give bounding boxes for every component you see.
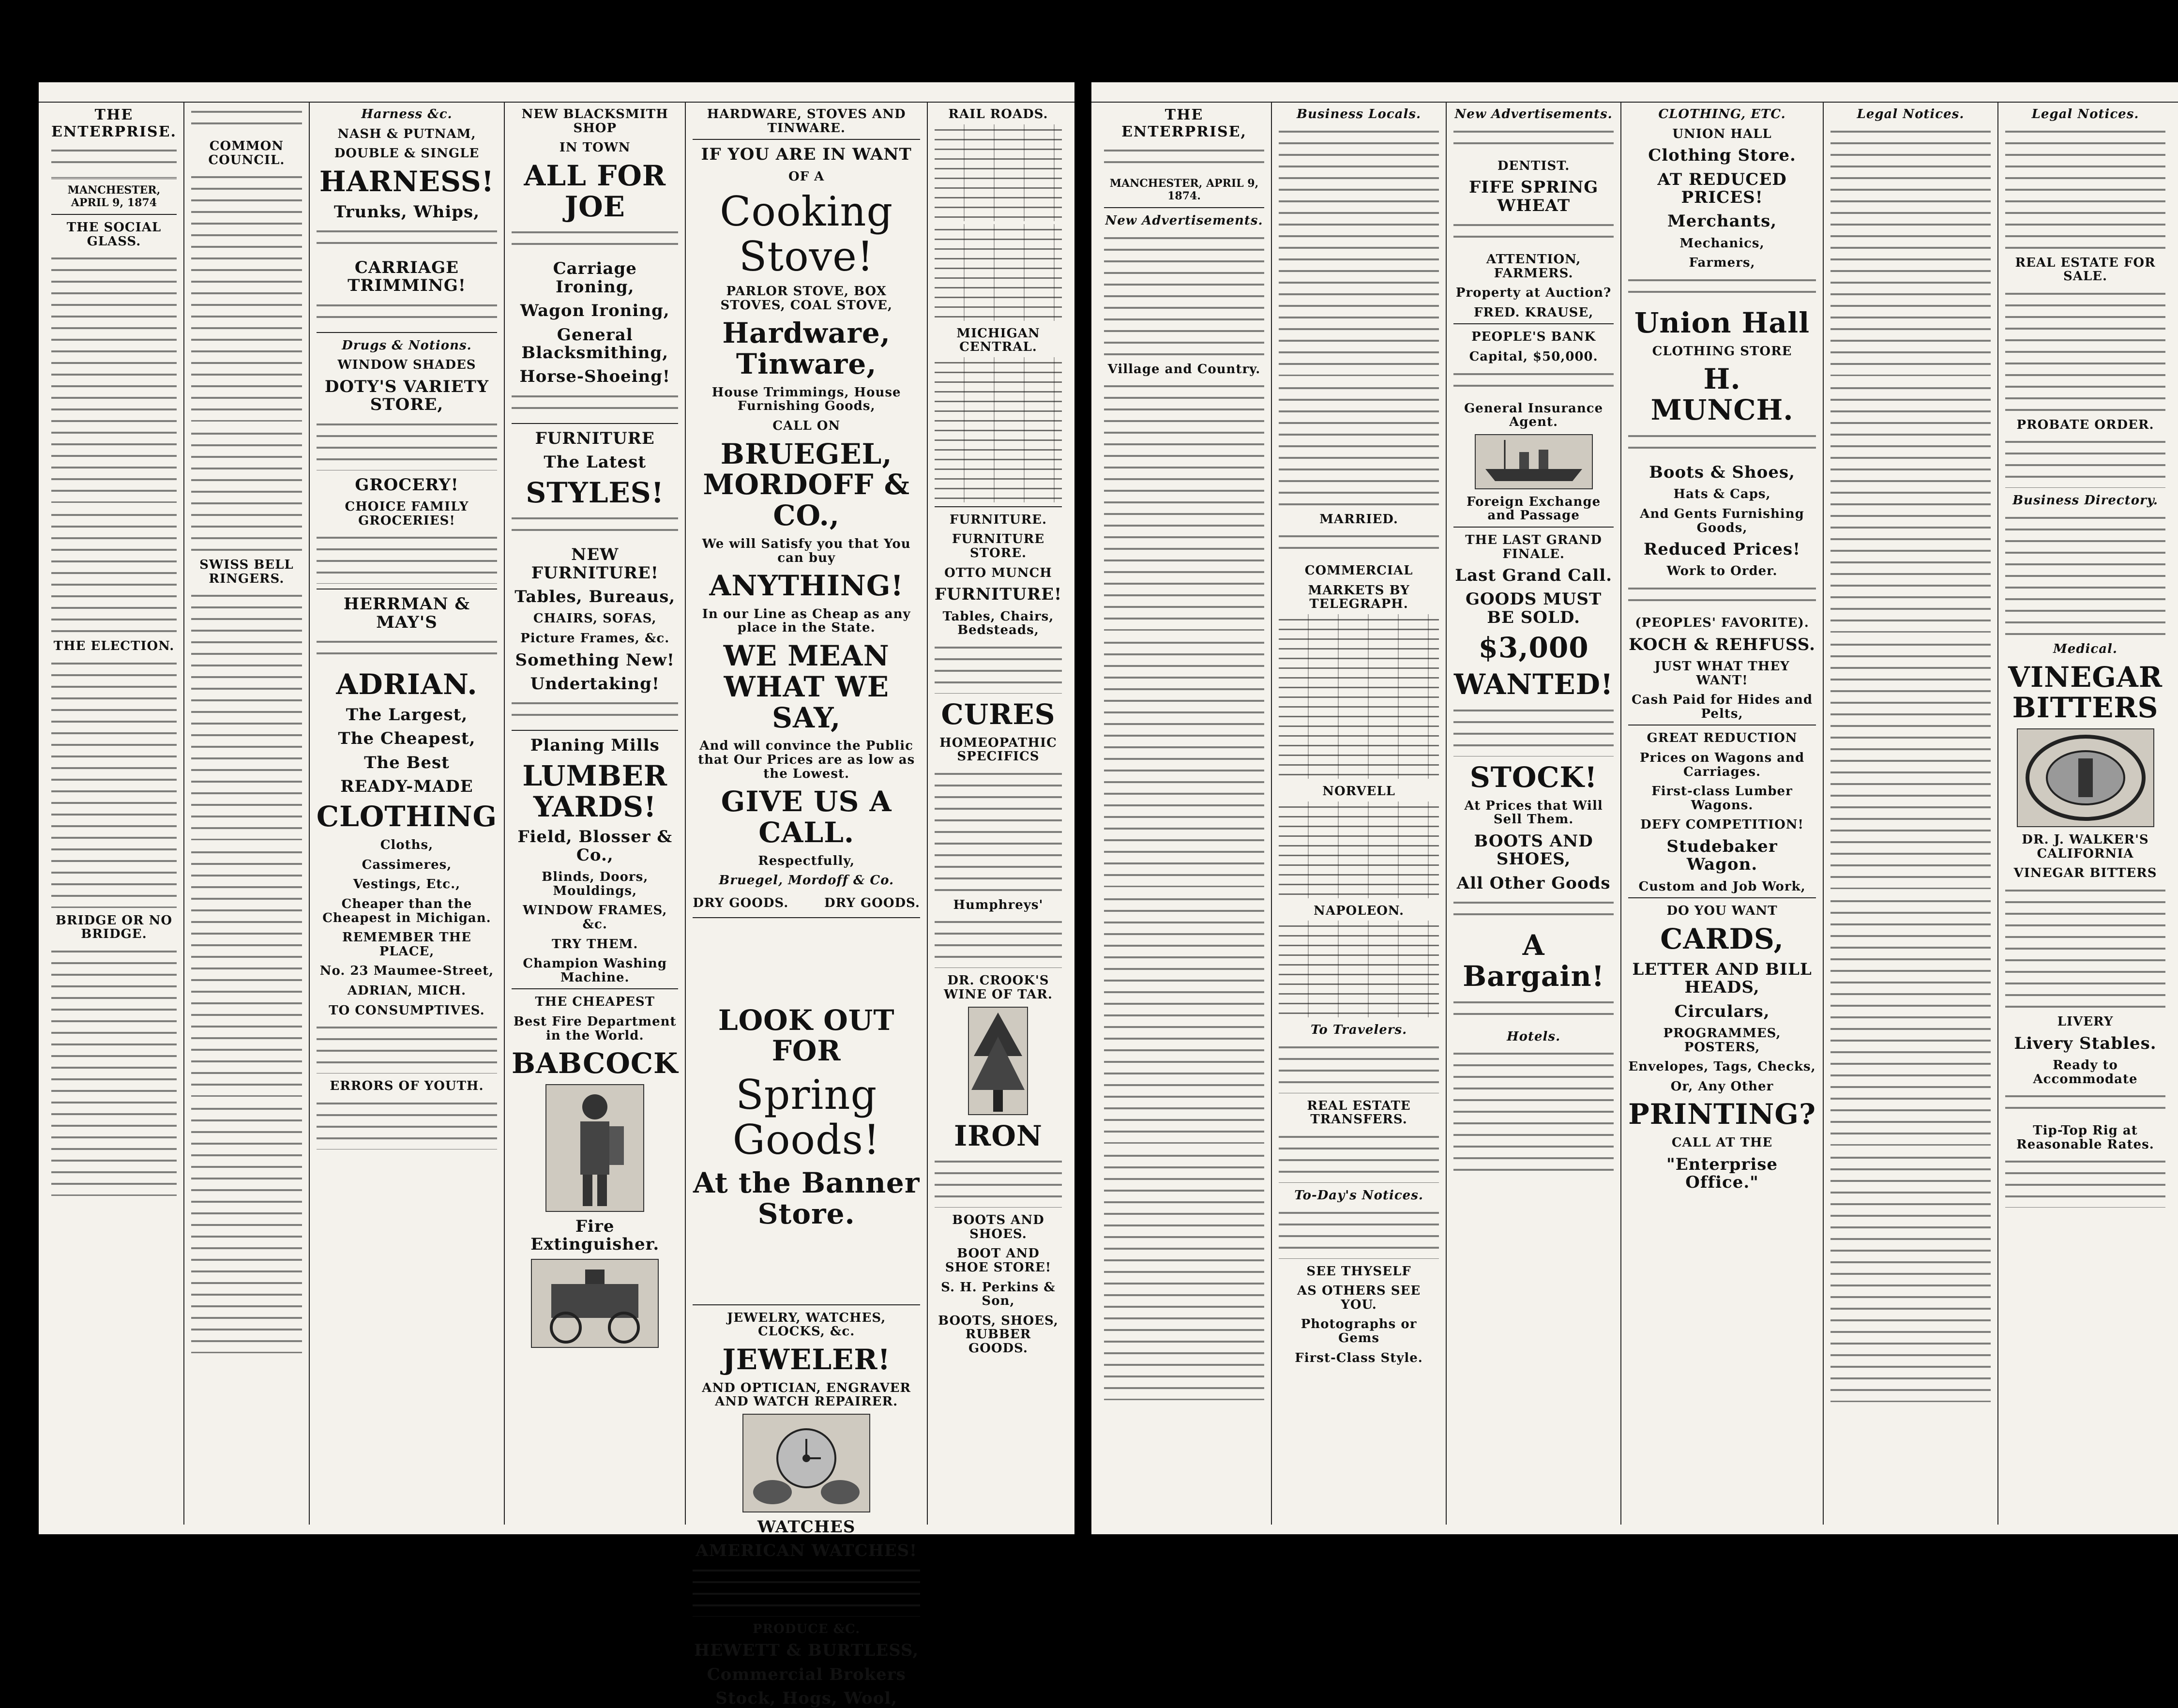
foreign-exchange: Foreign Exchange and Passage (1467, 494, 1601, 523)
commercial: COMMERCIAL (1304, 563, 1413, 578)
furniture-store: FURNITURE STORE. (952, 532, 1045, 560)
something-new: Something New! (515, 650, 675, 670)
perkins-son: S. H. Perkins & Son, (941, 1280, 1056, 1309)
furniture: FURNITURE (535, 428, 655, 448)
left-col-2 (184, 102, 310, 1525)
market-table (1279, 801, 1439, 898)
cards: CARDS, (1660, 922, 1784, 955)
wanted: WANTED! (1453, 668, 1614, 701)
blacksmith-heading: NEW BLACKSMITH SHOP (521, 107, 668, 136)
markets-telegraph: MARKETS BY TELEGRAPH. (1308, 583, 1410, 612)
stock-hogs-wool: Stock, Hogs, Wool, (715, 1688, 898, 1708)
homeopathic: HOMEOPATHIC SPECIFICS (939, 735, 1057, 764)
of-a: OF A (788, 169, 825, 184)
vinegar-bitters-emblem (2017, 728, 2154, 827)
carriage-ironing: Carriage Ironing, (553, 259, 637, 297)
fire-extinguisher: Fire Extinguisher. (530, 1216, 660, 1255)
general-blacksmith: General Blacksmithing, (521, 325, 669, 363)
harness-title: HARNESS! (319, 165, 495, 198)
fife-spring-wheat: FIFE SPRING WHEAT (1468, 178, 1599, 215)
hardware-tinware: Hardware, Tinware, (722, 317, 891, 380)
bank-capital (1453, 350, 1614, 364)
horse-shoeing: Horse-Shoeing! (519, 367, 670, 387)
left-col-6 (928, 102, 1069, 1525)
banner-store: At the Banner Store. (693, 1166, 920, 1230)
hotels: Hotels. (1507, 1029, 1561, 1044)
legal-notices-2: Legal Notices. (2031, 107, 2139, 121)
window-frames: WINDOW FRAMES, &c. (523, 903, 667, 932)
right-page (1091, 82, 2178, 1534)
peoples-favorite: (PEOPLES' FAVORITE). (1635, 616, 1809, 631)
clothing-heading: CLOTHING, ETC. (1658, 107, 1786, 121)
furniture-heading: FURNITURE. (949, 512, 1047, 527)
harness-firm: NASH & PUTNAM, (337, 126, 476, 141)
prices-that-sell: At Prices that Will Sell Them. (1464, 798, 1603, 827)
just-what-they-want: JUST WHAT THEY WANT! (1654, 659, 1790, 688)
new-advertisements: New Advertisements. (1454, 107, 1613, 121)
boots-heading: BOOTS AND SHOES. (952, 1213, 1044, 1241)
left-col-1 (45, 102, 184, 1525)
right-col-3 (1447, 102, 1621, 1525)
all-other-goods: All Other Goods (1456, 873, 1611, 893)
merchants: Merchants, (1667, 212, 1777, 231)
respectfully: Respectfully, (758, 853, 855, 868)
watches: WATCHES (757, 1517, 856, 1537)
h-munch: H. MUNCH. (1650, 363, 1794, 427)
right-col-4 (1621, 102, 1824, 1525)
business-locals: Business Locals. (1297, 107, 1422, 121)
adrian-title: ADRIAN. (336, 668, 478, 701)
largest: The Largest, (346, 705, 468, 725)
styles: STYLES! (526, 476, 665, 509)
a-bargain: A Bargain! (1463, 929, 1605, 993)
dry-goods-left: DRY GOODS. (693, 896, 789, 911)
article-text (51, 656, 177, 908)
clothing-store-label: CLOTHING STORE (1652, 344, 1792, 359)
cheaper-than: Cheaper than the Cheapest in Michigan. (322, 897, 491, 925)
latest: The Latest (544, 453, 647, 472)
section-council: COMMON COUNCIL. (208, 139, 285, 167)
satisfy-text: We will Satisfy you that You can buy (702, 536, 911, 565)
see-thyself: SEE THYSELF (1306, 1264, 1411, 1279)
programmes-posters: PROGRAMMES, POSTERS, (1663, 1026, 1781, 1055)
babcock: BABCOCK (512, 1047, 679, 1080)
prices-on-wagons: Prices on Wagons and Carriages. (1639, 751, 1805, 779)
best: The Best (364, 753, 450, 772)
city: ADRIAN, MICH. (347, 983, 467, 998)
left-top-rule (39, 82, 1074, 103)
attention-farmers: ATTENTION, FARMERS. (1486, 252, 1581, 281)
section-social-glass: THE SOCIAL GLASS. (66, 220, 162, 249)
market-table (1279, 921, 1439, 1017)
clothing-store: Clothing Store. (1648, 146, 1796, 166)
in-town: IN TOWN (559, 140, 631, 155)
errors-of-youth: ERRORS OF YOUTH. (330, 1079, 484, 1094)
cherub-clock-illustration (742, 1414, 870, 1512)
norvell: NORVELL (1322, 784, 1395, 799)
right-top-rule (1091, 82, 2178, 103)
fred-krause: FRED. KRAUSE, (1473, 305, 1594, 320)
custom-job-work: Custom and Job Work, (1638, 879, 1806, 894)
article-text (51, 508, 177, 634)
article-text (191, 105, 302, 134)
gents-furnishing: And Gents Furnishing Goods, (1640, 506, 1804, 535)
livery-stables: Livery Stables. (2014, 1033, 2157, 1053)
remember-place: REMEMBER THE PLACE, (342, 930, 471, 959)
article-text (191, 1102, 302, 1353)
center-gutter (1074, 58, 1091, 1557)
timetable (935, 357, 1062, 502)
hardware-section-heading: HARDWARE, STOVES AND TINWARE. (707, 107, 906, 136)
dateline: MANCHESTER, APRIL 9, 1874 (67, 184, 161, 209)
drugs-heading: Drugs & Notions. (342, 338, 472, 353)
dentist: DENTIST. (1497, 158, 1570, 173)
ready-made: READY-MADE (340, 777, 473, 797)
call-on: CALL ON (772, 418, 841, 433)
livery: LIVERY (2057, 1014, 2114, 1029)
article-text (51, 944, 177, 1196)
first-class-style: First-Class Style. (1295, 1350, 1423, 1365)
capital-label: Capital, (1469, 349, 1528, 364)
article-text (191, 170, 302, 422)
right-masthead: THE ENTERPRISE, (1121, 106, 1247, 140)
legal-notices: Legal Notices. (1857, 107, 1965, 121)
probate-order: PROBATE ORDER. (2016, 417, 2154, 432)
american-watches: AMERICAN WATCHES! (696, 1541, 918, 1561)
circulars: Circulars, (1674, 1001, 1770, 1021)
vinegar-bitters-bottom: VINEGAR BITTERS (2013, 866, 2157, 881)
masthead: THE ENTERPRISE. (51, 106, 177, 140)
insurance-agent: General Insurance Agent. (1464, 401, 1603, 430)
work-to-order: Work to Order. (1666, 564, 1778, 579)
wagon-ironing: Wagon Ironing, (520, 301, 670, 321)
stock: STOCK! (1469, 760, 1598, 794)
last-grand-finale: THE LAST GRAND FINALE. (1465, 532, 1602, 561)
goods-must-be-sold: GOODS MUST BE SOLD. (1465, 589, 1602, 627)
optician: AND OPTICIAN, ENGRAVER AND WATCH REPAIRER. (702, 1380, 911, 1409)
consumptives: TO CONSUMPTIVES. (329, 1003, 485, 1018)
left-col-3 (310, 102, 505, 1525)
cheapest-heading: THE CHEAPEST (535, 995, 655, 1010)
great-reduction: GREAT REDUCTION (1647, 731, 1798, 746)
boot-store: BOOT AND SHOE STORE! (945, 1246, 1052, 1275)
dr-walker: DR. J. WALKER'S CALIFORNIA (2022, 832, 2149, 861)
try-them: TRY THEM. (552, 937, 638, 952)
printing: PRINTING? (1628, 1098, 1816, 1131)
produce-heading: PRODUCE &C. (752, 1621, 861, 1636)
field-blosser: Field, Blosser & Co., (517, 827, 673, 865)
do-you-want: DO YOU WANT (1666, 904, 1778, 919)
article-text (191, 845, 302, 1097)
carriage-trimming: CARRIAGE TRIMMING! (348, 257, 466, 296)
publisher-text (51, 143, 177, 172)
reduced-prices: Reduced Prices! (1643, 540, 1801, 559)
cloths: Cloths, (380, 838, 434, 853)
dr-crook: DR. CROOK'S WINE OF TAR. (944, 973, 1053, 1002)
if-you-are-in-want: IF YOU ARE IN WANT (701, 145, 912, 165)
koch-rehfuss: KOCH & REHFUSS. (1629, 635, 1815, 654)
left-col-5 (686, 102, 928, 1708)
married: MARRIED. (1319, 512, 1398, 527)
union-hall: Union Hall (1634, 306, 1810, 339)
market-table (1279, 614, 1439, 779)
right-col-2 (1272, 102, 1447, 1525)
tip-top-rig: Tip-Top Rig at Reasonable Rates. (2016, 1123, 2154, 1152)
choice-groceries: CHOICE FAMILY GROCERIES! (345, 499, 469, 528)
new-furniture: NEW FURNITURE! (531, 545, 659, 583)
article-text (51, 251, 177, 503)
in-our-line: In our Line as Cheap as any place in the State. (702, 606, 911, 635)
section-swiss-bell: SWISS BELL RINGERS. (199, 558, 294, 586)
railroads-heading: RAIL ROADS. (948, 107, 1048, 121)
cash-paid: Cash Paid for Hides and Pelts, (1632, 693, 1813, 721)
farmers: Farmers, (1689, 256, 1755, 271)
peoples-bank: PEOPLE'S BANK (1471, 330, 1596, 345)
envelopes-tags: Envelopes, Tags, Checks, (1628, 1059, 1816, 1074)
look-out-for: LOOK OUT FOR (718, 1003, 895, 1068)
timetable (935, 124, 1062, 221)
property-auction: Property at Auction? (1455, 286, 1612, 301)
napoleon: NAPOLEON. (1314, 903, 1405, 918)
tables-bureaus: Tables, Bureaus, (514, 587, 676, 607)
left-page (39, 82, 1074, 1708)
real-estate-transfers: REAL ESTATE TRANSFERS. (1307, 1098, 1411, 1127)
give-us-a-call: GIVE US A CALL. (721, 785, 892, 849)
article-text (191, 426, 302, 552)
photographs: Photographs or Gems (1301, 1317, 1417, 1345)
real-estate-for-sale: REAL ESTATE FOR SALE. (2015, 255, 2156, 284)
village-country: Village and Country. (1107, 362, 1261, 377)
grocery: GROCERY! (355, 475, 459, 495)
rubber-goods: BOOTS, SHOES, RUBBER GOODS. (938, 1313, 1059, 1356)
boots-shoes: Boots & Shoes, (1649, 462, 1795, 482)
timetable (935, 224, 1062, 321)
tables-chairs: Tables, Chairs, Bedsteads, (942, 609, 1054, 638)
pine-tree-illustration (968, 1007, 1028, 1115)
picture-frames: Picture Frames, &c. (520, 631, 670, 646)
last-grand-call: Last Grand Call. (1455, 566, 1612, 586)
signature: Bruegel, Mordoff & Co. (719, 873, 894, 888)
article-text (191, 589, 302, 840)
cassimeres: Cassimeres, (362, 857, 452, 872)
champion-washing: Champion Washing Machine. (523, 956, 667, 985)
michigan-central: MICHIGAN CENTRAL. (956, 326, 1040, 355)
letter-bill-heads: LETTER AND BILL HEADS, (1632, 959, 1812, 998)
hats-caps: Hats & Caps, (1673, 487, 1771, 502)
dry-goods-right: DRY GOODS. (824, 896, 920, 911)
house-trimmings: House Trimmings, House Furnishing Goods, (711, 385, 901, 414)
amount: $3,000 (1478, 631, 1589, 665)
street-address: No. 23 Maumee-Street, (319, 964, 494, 979)
fire-engine-illustration (531, 1259, 659, 1348)
capital-amount: $50,000. (1533, 349, 1598, 364)
fireman-illustration (545, 1084, 644, 1212)
convince-public: And will convince the Public that Our Prices are as low as the Lowest. (698, 739, 915, 781)
double-single: DOUBLE & SINGLE (334, 146, 480, 161)
furniture-title: FURNITURE! (934, 585, 1062, 605)
at-reduced-prices: AT REDUCED PRICES! (1657, 169, 1787, 207)
anything: ANYTHING! (709, 569, 904, 603)
mechanics: Mechanics, (1679, 236, 1765, 251)
right-col-5 (1824, 102, 1998, 1525)
call-at-the: CALL AT THE (1671, 1135, 1773, 1150)
cures: CURES (941, 697, 1056, 731)
jeweler: JEWELER! (722, 1343, 891, 1376)
studebaker-wagon: Studebaker Wagon. (1666, 837, 1778, 875)
herrman-may: HERRMAN & MAY'S (343, 594, 470, 632)
steamship-illustration (1475, 434, 1593, 489)
window-shades: WINDOW SHADES (337, 358, 476, 373)
business-directory: Business Directory. (2012, 493, 2158, 508)
section-election: THE ELECTION. (53, 639, 175, 654)
vinegar-bitters: VINEGAR BITTERS (2008, 660, 2163, 725)
chairs-sofas: CHAIRS, SOFAS, (533, 611, 657, 626)
dry-goods-row (693, 891, 920, 913)
new-advertisements-index: New Advertisements. (1105, 213, 1263, 228)
vestings: Vestings, Etc., (353, 877, 461, 892)
lumber-yards: LUMBER YARDS! (522, 759, 668, 823)
right-dateline: MANCHESTER, APRIL 9, 1874. (1109, 177, 1259, 202)
lumber-wagons: First-class Lumber Wagons. (1651, 784, 1793, 813)
enterprise-office: "Enterprise Office." (1666, 1154, 1778, 1193)
medical: Medical. (2053, 641, 2118, 656)
jewelry-heading: JEWELRY, WATCHES, CLOCKS, &c. (727, 1310, 886, 1339)
doty-variety-store: DOTY'S VARIETY STORE, (324, 377, 489, 415)
spring-goods: Spring Goods! (732, 1071, 880, 1164)
section-bridge: BRIDGE OR NO BRIDGE. (55, 913, 172, 942)
cheapest: The Cheapest, (338, 729, 476, 749)
otto-munch: OTTO MUNCH (944, 565, 1052, 580)
stove-list: PARLOR STOVE, BOX STOVES, COAL STOVE, (720, 284, 892, 313)
humphreys: Humphreys' (953, 897, 1044, 912)
left-col-4 (505, 102, 686, 1525)
right-col-6 (1998, 102, 2172, 1525)
right-col-1 (1097, 102, 1272, 1525)
undertaking: Undertaking! (530, 674, 660, 694)
blinds-doors: Blinds, Doors, Mouldings, (542, 870, 649, 898)
cooking-stove: Cooking Stove! (720, 188, 893, 280)
fire-department: Best Fire Department in the World. (513, 1014, 677, 1043)
clothing-title: CLOTHING (316, 800, 498, 833)
iron: IRON (954, 1119, 1043, 1152)
todays-notices: To-Day's Notices. (1294, 1188, 1423, 1203)
ready-to-accommodate: Ready to Accommodate (2033, 1058, 2138, 1087)
to-travelers: To Travelers. (1310, 1023, 1407, 1038)
harness-heading: Harness &c. (361, 107, 453, 121)
commercial-brokers: Commercial Brokers (707, 1664, 906, 1684)
we-mean-what-we-say: WE MEAN WHAT WE SAY, (723, 639, 890, 734)
all-for-joe: ALL FOR JOE (524, 159, 666, 223)
bruegel-mordoff: BRUEGEL, MORDOFF & CO., (703, 437, 910, 532)
union-hall-small: UNION HALL (1672, 126, 1772, 141)
planing-mills: Planing Mills (530, 736, 660, 756)
as-others-see-you: AS OTHERS SEE YOU. (1297, 1284, 1421, 1312)
boots-and-shoes: BOOTS AND SHOES, (1474, 831, 1593, 869)
trunks-whips: Trunks, Whips, (333, 202, 480, 222)
or-any-other: Or, Any Other (1670, 1079, 1774, 1094)
defy-competition: DEFY COMPETITION! (1640, 817, 1804, 832)
hewett-burtless: HEWETT & BURTLESS, (694, 1641, 919, 1661)
